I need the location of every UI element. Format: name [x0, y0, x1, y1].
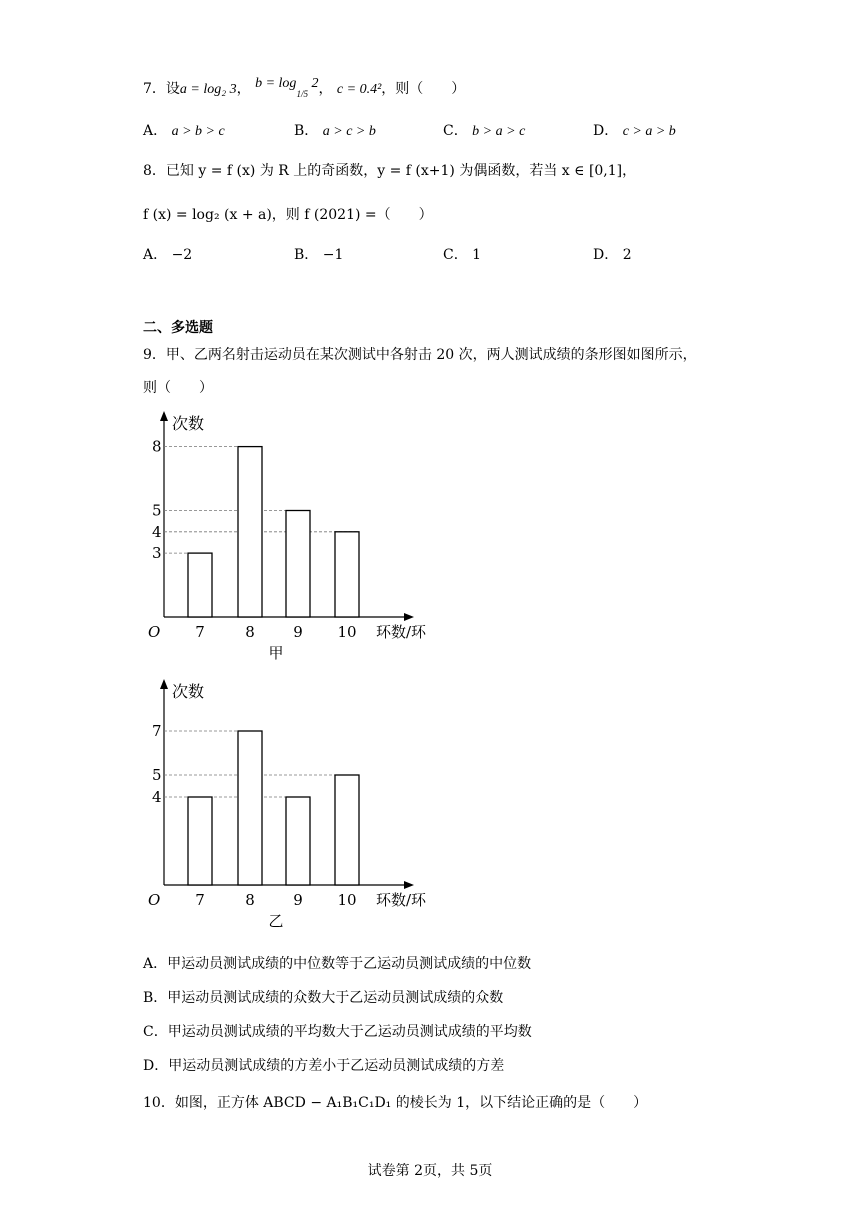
chart-caption: 乙 [268, 912, 284, 930]
q8-stem-line1: 8．已知 y = f (x) 为 R 上的奇函数，y = f (x+1) 为偶函数，若当 x ∈ [0,1]， [143, 163, 637, 179]
q7-option-a[interactable]: A． a > b > c [143, 123, 225, 139]
y-axis-arrow [160, 411, 168, 421]
y-tick-label: 7 [152, 722, 162, 740]
bar [188, 797, 212, 885]
q9-stem-line2: 则（ ） [143, 380, 213, 396]
q7-option-b[interactable]: B． a > c > b [294, 123, 376, 139]
q7-option-d[interactable]: D． c > a > b [593, 123, 676, 139]
y-tick-label: 5 [152, 766, 162, 784]
q9-option-d[interactable]: D．甲运动员测试成绩的方差小于乙运动员测试成绩的方差 [143, 1058, 505, 1074]
x-axis-label: 环数/环 [376, 623, 427, 641]
y-tick-label: 5 [152, 501, 162, 520]
q7-option-c[interactable]: C． b > a > c [443, 123, 526, 139]
q9-stem-line1: 9．甲、乙两名射击运动员在某次测试中各射击 20 次，两人测试成绩的条形图如图所示， [143, 347, 697, 363]
y-tick-label: 3 [152, 544, 162, 563]
q7-c-definition: c = 0.4² [336, 82, 382, 97]
x-tick-label: 10 [337, 623, 357, 641]
bar [286, 511, 310, 618]
q9-option-b[interactable]: B．甲运动员测试成绩的众数大于乙运动员测试成绩的众数 [143, 990, 504, 1006]
x-tick-label: 9 [293, 891, 303, 909]
y-axis-label: 次数 [172, 682, 205, 701]
x-tick-label: 8 [245, 891, 255, 909]
x-tick-label: 10 [337, 891, 357, 909]
x-axis-arrow [404, 881, 414, 889]
q7-stem: 7．设a = log₂ 3， $b = \log_{1/5} 2$， c = 0.4²，则（ ） [143, 76, 466, 99]
bar [238, 447, 262, 617]
q8-option-c[interactable]: C． 1 [443, 247, 482, 263]
x-tick-label: 9 [293, 623, 303, 641]
y-axis-arrow [160, 679, 168, 689]
bar [335, 532, 359, 617]
q8-option-a[interactable]: A． −2 [143, 247, 193, 263]
origin-label: O [148, 623, 161, 641]
q7-b-definition: $b = \log_{1/5} 2$ [255, 76, 319, 99]
q8-option-b[interactable]: B． −1 [294, 247, 344, 263]
x-tick-label: 7 [195, 623, 205, 641]
y-axis-label: 次数 [172, 414, 205, 433]
x-axis-arrow [404, 613, 414, 621]
chart-yi [140, 673, 450, 933]
q9-option-a[interactable]: A．甲运动员测试成绩的中位数等于乙运动员测试成绩的中位数 [143, 956, 532, 972]
q8-option-d[interactable]: D． 2 [593, 247, 632, 263]
x-tick-label: 7 [195, 891, 205, 909]
x-tick-label: 8 [245, 623, 255, 641]
q7-number: 7． [143, 81, 166, 97]
page-footer: 试卷第 2页，共 5页 [367, 1163, 493, 1179]
q10-stem: 10．如图，正方体 ABCD − A₁B₁C₁D₁ 的棱长为 1，以下结论正确的是（ ） [143, 1095, 648, 1111]
bar [238, 731, 262, 885]
q9-option-c[interactable]: C．甲运动员测试成绩的平均数大于乙运动员测试成绩的平均数 [143, 1024, 532, 1040]
q7-a-definition: a = log₂ 3 [179, 82, 237, 97]
y-tick-label: 4 [152, 522, 162, 541]
x-axis-label: 环数/环 [376, 891, 427, 909]
bar [188, 553, 212, 617]
chart-jia [140, 405, 450, 665]
q8-stem-line2: f (x) = log₂ (x + a)，则 f (2021) =（ ） [143, 207, 433, 223]
bar [286, 797, 310, 885]
y-tick-label: 4 [152, 788, 162, 806]
bar [335, 775, 359, 885]
section-title: 二、多选题 [143, 320, 213, 336]
y-tick-label: 8 [152, 437, 162, 456]
chart-caption: 甲 [268, 644, 284, 662]
origin-label: O [148, 891, 161, 909]
